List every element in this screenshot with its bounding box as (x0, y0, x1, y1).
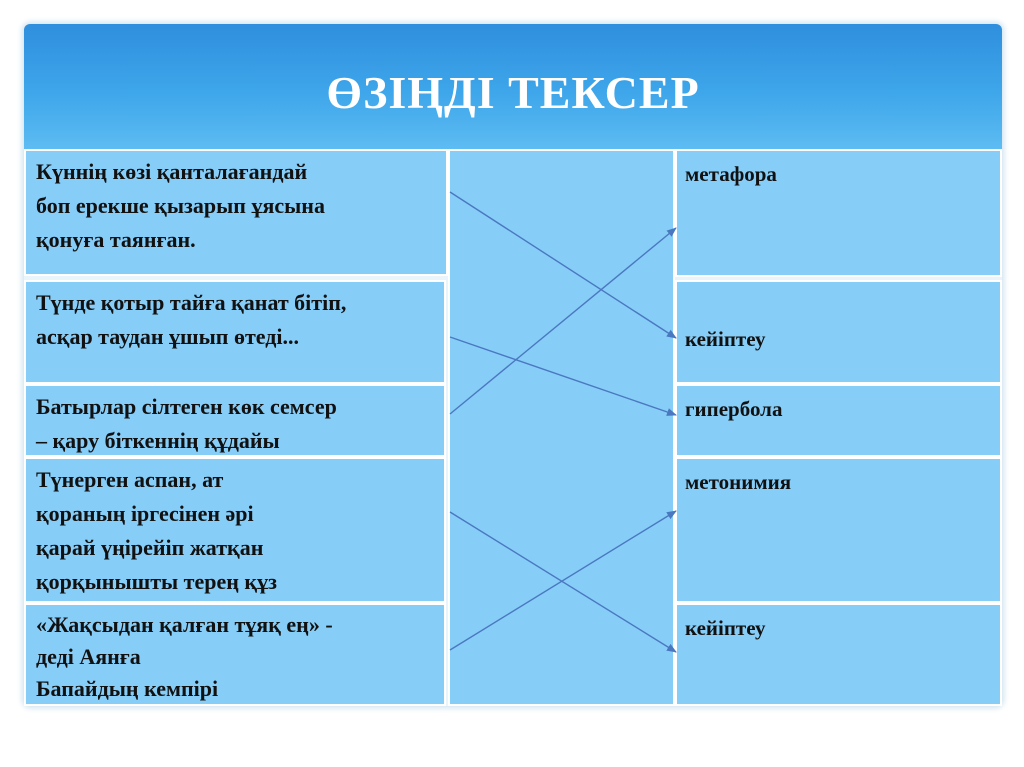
right-item-text: кейіптеу (685, 327, 766, 351)
left-item-3 (24, 384, 446, 457)
left-item-text: Түнде қотыр тайға қанат бітіп, асқар таудан ұшып өтеді... (36, 290, 347, 349)
right-item-5 (675, 603, 1002, 706)
right-item-4 (675, 457, 1002, 603)
left-item-text: «Жақсыдан қалған тұяқ ең» - деді Аянға Бапайдың кемпірі (36, 612, 333, 701)
left-item-text: Түнерген аспан, ат қораның іргесінен әрі қарай үңірейіп жатқан қорқынышты терең құз (36, 467, 277, 594)
left-item-text: Батырлар сілтеген көк семсер – қару біткеннің құдайы (36, 394, 337, 453)
left-item-2 (24, 280, 446, 384)
slide-title: ӨЗІҢДІ ТЕКСЕР (326, 67, 700, 118)
middle-column (448, 149, 675, 706)
right-item-text: гипербола (685, 397, 783, 421)
right-item-3 (675, 384, 1002, 457)
left-item-5 (24, 603, 446, 706)
left-item-4 (24, 457, 446, 603)
right-item-text: метафора (685, 162, 777, 186)
right-item-text: кейіптеу (685, 616, 766, 640)
right-item-text: метонимия (685, 470, 792, 494)
right-item-1 (675, 149, 1002, 277)
right-item-2 (675, 280, 1002, 384)
left-item-1 (24, 149, 448, 276)
left-item-text: Күннің көзі қанталағандай боп ерекше қызарып ұясына қонуға таянған. (36, 159, 325, 252)
